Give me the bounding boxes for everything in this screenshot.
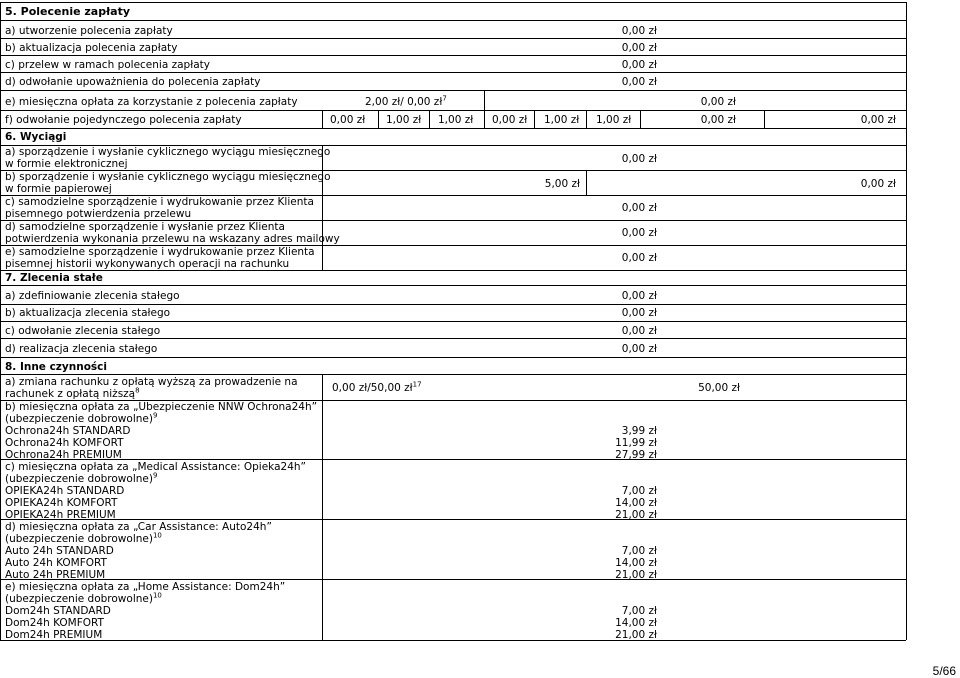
row-value: 0,00 zł — [621, 252, 657, 264]
rule — [0, 72, 906, 73]
row-value: 0,00 zł — [860, 178, 896, 190]
row-label: a) zdefiniowanie zlecenia stałego — [5, 290, 180, 302]
insurance-group: c) miesięczna opłata za „Medical Assistance: Opieka24h” (ubezpieczenie dobrowolne)$^9$ OPIEKA24h STANDARD OPIEKA24h KOMFORT OPIEKA24h PREMIUM — [5, 461, 306, 521]
rule — [0, 110, 906, 111]
row-value: 0,00 zł/50,00 $zł^{17}$ — [332, 380, 422, 394]
row-value: 0,00 zł — [621, 153, 657, 165]
rule — [0, 2, 906, 3]
rule — [534, 110, 535, 128]
insurance-prices: 7,00 zł 14,00 zł 21,00 zł — [615, 605, 657, 641]
row-value: 0,00 zł — [621, 343, 657, 355]
row-value: 0,00 zł — [621, 42, 657, 54]
row-value: 50,00 zł — [698, 382, 740, 394]
row-value: 0,00 zł — [621, 202, 657, 214]
rule — [0, 357, 906, 358]
rule — [378, 110, 379, 128]
row-value: 0,00 zł — [621, 76, 657, 88]
row-label: d) odwołanie upoważnienia do polecenia zapłaty — [5, 76, 261, 88]
rule — [484, 90, 485, 110]
row-value: 1,00 zł — [438, 114, 474, 126]
page-number: 5/66 — [932, 664, 956, 678]
rule — [0, 20, 906, 21]
row-label: e) samodzielne sporządzenie i wydrukowanie przez Klienta pisemnej historii wykonywanych operacji na rachunku — [5, 246, 315, 270]
row-label: d) realizacja zlecenia stałego — [5, 343, 158, 355]
rule — [0, 338, 906, 339]
rule — [640, 110, 641, 128]
rule — [484, 110, 485, 128]
rule — [0, 38, 906, 39]
row-label: a) zmiana rachunku z opłatą wyższą za prowadzenie na rachunek z opłatą niższą$^8$ — [5, 376, 298, 400]
insurance-prices: 7,00 zł 14,00 zł 21,00 zł — [615, 545, 657, 581]
row-value: 0,00 zł — [492, 114, 528, 126]
rule — [0, 304, 906, 305]
rule — [586, 170, 587, 195]
row-label: c) samodzielne sporządzenie i wydrukowanie przez Klienta pisemnego potwierdzenia przelewu — [5, 196, 314, 220]
row-value: 0,00 zł — [700, 114, 736, 126]
row-value: 0,00 zł — [700, 96, 736, 108]
rule — [0, 2, 1, 640]
rule — [764, 110, 765, 128]
rule — [0, 321, 906, 322]
row-value: 0,00 zł — [621, 59, 657, 71]
row-value: 0,00 zł — [330, 114, 366, 126]
section-title: 7. Zlecenia stałe — [5, 272, 103, 284]
row-label: b) aktualizacja polecenia zapłaty — [5, 42, 178, 54]
rule — [0, 285, 906, 286]
section-title: 6. Wyciągi — [5, 131, 67, 143]
row-value: 0,00 zł — [621, 25, 657, 37]
row-value: 0,00 zł — [621, 227, 657, 239]
row-value: 1,00 zł — [386, 114, 422, 126]
row-label: f) odwołanie pojedynczego polecenia zapłaty — [5, 114, 242, 126]
rule — [0, 55, 906, 56]
row-value: 1,00 zł — [596, 114, 632, 126]
insurance-group: e) miesięczna opłata za „Home Assistance: Dom24h” (ubezpieczenie dobrowolne)$^{10}$ Dom24h STANDARD Dom24h KOMFORT Dom24h PREMIUM — [5, 581, 286, 641]
rule — [0, 374, 906, 375]
rule — [322, 374, 323, 640]
insurance-prices: 3,99 zł 11,99 zł 27,99 zł — [615, 425, 657, 461]
row-label: a) utworzenie polecenia zapłaty — [5, 25, 173, 37]
row-label: c) przelew w ramach polecenia zapłaty — [5, 59, 210, 71]
row-label: a) sporządzenie i wysłanie cyklicznego wyciągu miesięcznego w formie elektronicznej — [5, 146, 331, 170]
insurance-group: b) miesięczna opłata za „Ubezpieczenie NNW Ochrona24h” (ubezpieczenie dobrowolne)$^9$ Ochrona24h STANDARD Ochrona24h KOMFORT Ochrona24h PREMIUM — [5, 401, 318, 461]
rule — [586, 110, 587, 128]
row-value: 1,00 zł — [544, 114, 580, 126]
section-title: 8. Inne czynności — [5, 361, 108, 373]
row-value: 2,00 zł/ 0,00 $zł^7$ — [365, 94, 447, 108]
rule — [322, 110, 323, 128]
row-value: 0,00 zł — [860, 114, 896, 126]
rule — [0, 270, 906, 271]
rule — [429, 110, 430, 128]
row-value: 0,00 zł — [621, 307, 657, 319]
row-label: e) miesięczna opłata za korzystanie z polecenia zapłaty — [5, 96, 298, 108]
section-title: 5. Polecenie zapłaty — [5, 5, 131, 18]
rule — [906, 2, 907, 640]
row-label: d) samodzielne sporządzenie i wysłanie przez Klienta potwierdzenia wykonania przelewu na wskazany adres mailowy — [5, 221, 340, 245]
rule — [0, 128, 906, 129]
row-label: b) aktualizacja zlecenia stałego — [5, 307, 171, 319]
insurance-prices: 7,00 zł 14,00 zł 21,00 zł — [615, 485, 657, 521]
insurance-group: d) miesięczna opłata za „Car Assistance: Auto24h” (ubezpieczenie dobrowolne)$^{10}$ Auto 24h STANDARD Auto 24h KOMFORT Auto 24h PREMIUM — [5, 521, 272, 581]
row-label: b) sporządzenie i wysłanie cyklicznego wyciągu miesięcznego w formie papierowej — [5, 171, 331, 195]
row-value: 0,00 zł — [621, 325, 657, 337]
rule — [0, 90, 906, 91]
row-label: c) odwołanie zlecenia stałego — [5, 325, 161, 337]
row-value: 0,00 zł — [621, 290, 657, 302]
row-value: 5,00 zł — [544, 178, 580, 190]
